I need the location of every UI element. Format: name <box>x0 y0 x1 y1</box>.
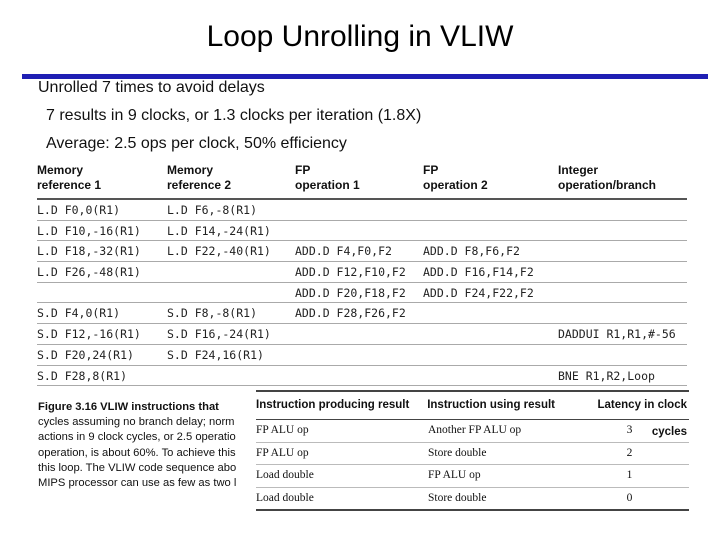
table-row <box>37 345 687 366</box>
table-cell <box>558 221 687 241</box>
table-cell <box>167 283 295 303</box>
table-cell: S.D F4,0(R1) <box>37 306 121 321</box>
table-cell: S.D F24,16(R1) <box>167 347 264 362</box>
table-cell <box>295 366 423 386</box>
table-cell: ADD.D F20,F18,F2 <box>295 285 406 300</box>
table-cell: Store double <box>428 491 487 504</box>
table-cell: S.D F12,-16(R1) <box>37 327 141 342</box>
table-row <box>37 200 687 221</box>
table-cell <box>423 200 558 220</box>
latency-row <box>256 465 689 488</box>
table-cell: BNE R1,R2,Loop <box>558 368 655 383</box>
bullet-item: Unrolled 7 times to avoid delays <box>38 79 265 96</box>
table-cell <box>295 221 423 241</box>
table-cell: L.D F14,-24(R1) <box>167 223 271 238</box>
bullet-item: Average: 2.5 ops per clock, 50% efficiency <box>46 135 347 152</box>
table-cell: 0 <box>626 491 633 504</box>
latency-row <box>256 488 689 512</box>
table-cell <box>558 200 687 220</box>
table-cell <box>423 366 558 386</box>
table-cell: 2 <box>626 446 633 459</box>
table-row <box>37 283 687 304</box>
column-header: Latency in clock cycles <box>597 399 687 438</box>
column-header: Instruction using result <box>427 399 555 411</box>
table-cell: 1 <box>626 469 633 481</box>
column-header: FP operation 2 <box>423 163 488 192</box>
table-cell: 3 <box>626 424 633 436</box>
table-cell <box>558 241 687 261</box>
table-cell: S.D F20,24(R1) <box>37 347 134 362</box>
table-cell: S.D F8,-8(R1) <box>167 306 258 321</box>
table-cell <box>558 262 687 282</box>
table-cell: ADD.D F16,F14,F2 <box>423 265 534 280</box>
caption-line: cycles assuming no branch delay; norm <box>38 416 235 429</box>
column-header: Integer operation/branch <box>558 163 657 192</box>
table-cell: ADD.D F24,F22,F2 <box>423 285 534 300</box>
table-cell <box>558 283 687 303</box>
table-cell: ADD.D F4,F0,F2 <box>295 244 392 259</box>
column-header: Memory reference 2 <box>167 163 232 192</box>
table-cell: FP ALU op <box>428 469 481 481</box>
table-cell: S.D F28,8(R1) <box>37 368 128 383</box>
caption-line: operation, is about 60%. To achieve this <box>38 446 236 459</box>
table-cell <box>423 345 558 365</box>
table-cell: Load double <box>256 491 314 504</box>
table-row <box>37 221 687 242</box>
latency-table <box>256 390 689 511</box>
table-cell: Another FP ALU op <box>428 424 522 436</box>
table-cell: FP ALU op <box>256 424 309 436</box>
table-cell: L.D F10,-16(R1) <box>37 223 141 238</box>
latency-row <box>256 420 689 443</box>
table-cell <box>558 303 687 323</box>
figure-caption <box>38 400 246 491</box>
bullet-list <box>38 74 421 158</box>
table-cell <box>423 324 558 344</box>
table-cell <box>295 324 423 344</box>
table-cell <box>558 345 687 365</box>
caption-line: MIPS processor can use as few as two l <box>38 477 237 490</box>
table-cell <box>295 200 423 220</box>
table-cell: L.D F22,-40(R1) <box>167 244 271 259</box>
table-cell: DADDUI R1,R1,#-56 <box>558 327 676 342</box>
column-header: Memory reference 1 <box>37 163 102 192</box>
table-cell <box>167 366 295 386</box>
table-header-row <box>37 160 687 200</box>
table-cell <box>37 283 167 303</box>
table-cell: ADD.D F8,F6,F2 <box>423 244 520 259</box>
table-cell: L.D F18,-32(R1) <box>37 244 141 259</box>
bullet-item: 7 results in 9 clocks, or 1.3 clocks per iteration (1.8X) <box>46 107 422 124</box>
table-row <box>37 303 687 324</box>
table-cell <box>295 345 423 365</box>
slide-title: Loop Unrolling in VLIW <box>206 20 514 53</box>
table-cell: L.D F6,-8(R1) <box>167 203 258 217</box>
caption-line: this loop. The VLIW code sequence abo <box>38 461 237 474</box>
table-cell: ADD.D F12,F10,F2 <box>295 265 406 280</box>
table-cell: S.D F16,-24(R1) <box>167 327 271 342</box>
figure-label: Figure 3.16 <box>38 401 98 413</box>
latency-row <box>256 443 689 466</box>
table-cell <box>423 221 558 241</box>
table-cell: ADD.D F28,F26,F2 <box>295 306 406 321</box>
column-header: FP operation 1 <box>295 163 360 192</box>
table-row <box>37 366 687 387</box>
table-cell: FP ALU op <box>256 446 309 459</box>
table-cell <box>423 303 558 323</box>
table-row <box>37 324 687 345</box>
table-cell: Load double <box>256 469 314 481</box>
table-row <box>37 262 687 283</box>
vliw-schedule-table <box>37 160 687 386</box>
column-header: Instruction producing result <box>256 399 410 411</box>
table-cell: L.D F26,-48(R1) <box>37 265 141 280</box>
table-row <box>37 241 687 262</box>
table-cell: L.D F0,0(R1) <box>37 203 121 217</box>
caption-line: actions in 9 clock cycles, or 2.5 operatio <box>38 431 236 444</box>
table-cell: Store double <box>428 446 487 459</box>
caption-line: VLIW instructions that <box>97 401 219 413</box>
table-cell <box>167 262 295 282</box>
